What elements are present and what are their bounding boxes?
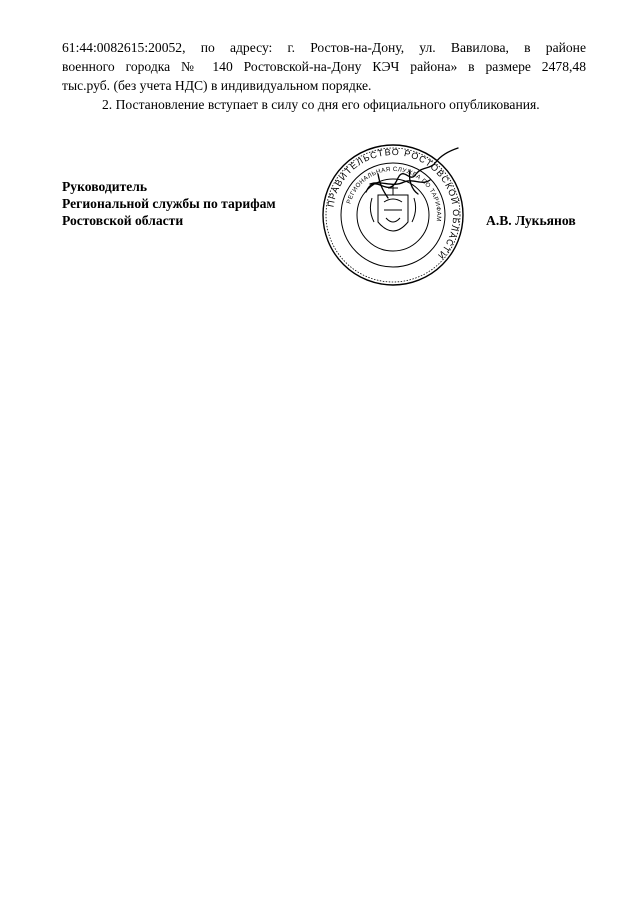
seal-outer-text: ПРАВИТЕЛЬСТВО РОСТОВСКОЙ ОБЛАСТИ (325, 146, 462, 262)
signatory-title-line-3: Ростовской области (62, 213, 184, 228)
signatory-name: А.В. Лукьянов (486, 213, 576, 228)
paragraph-2 (62, 95, 586, 114)
paragraph-1-line-3: тыс.руб. (без учета НДС) в индивидуальном порядке. (62, 78, 372, 93)
paragraph-2-text: 2. Постановление вступает в силу со дня его официального опубликования. (102, 97, 540, 112)
paragraph-1 (62, 38, 586, 95)
signatory-title-line-1: Руководитель (62, 179, 148, 194)
signatory-title (62, 178, 276, 229)
official-seal-stamp (318, 140, 468, 290)
paragraph-1-line-1: 61:44:0082615:20052, по адресу: г. Ростов-на-Дону, ул. Вавилова, в районе (62, 40, 586, 55)
seal-inner-text: РЕГИОНАЛЬНАЯ СЛУЖБА ПО ТАРИФАМ (345, 165, 443, 222)
signatory-title-line-2: Региональной службы по тарифам (62, 196, 276, 211)
document-body (62, 38, 586, 114)
paragraph-1-line-2: военного городка № 140 Ростовской-на-Дону КЭЧ района» в размере 2478,48 (62, 59, 586, 74)
coat-of-arms-emblem (370, 185, 415, 231)
